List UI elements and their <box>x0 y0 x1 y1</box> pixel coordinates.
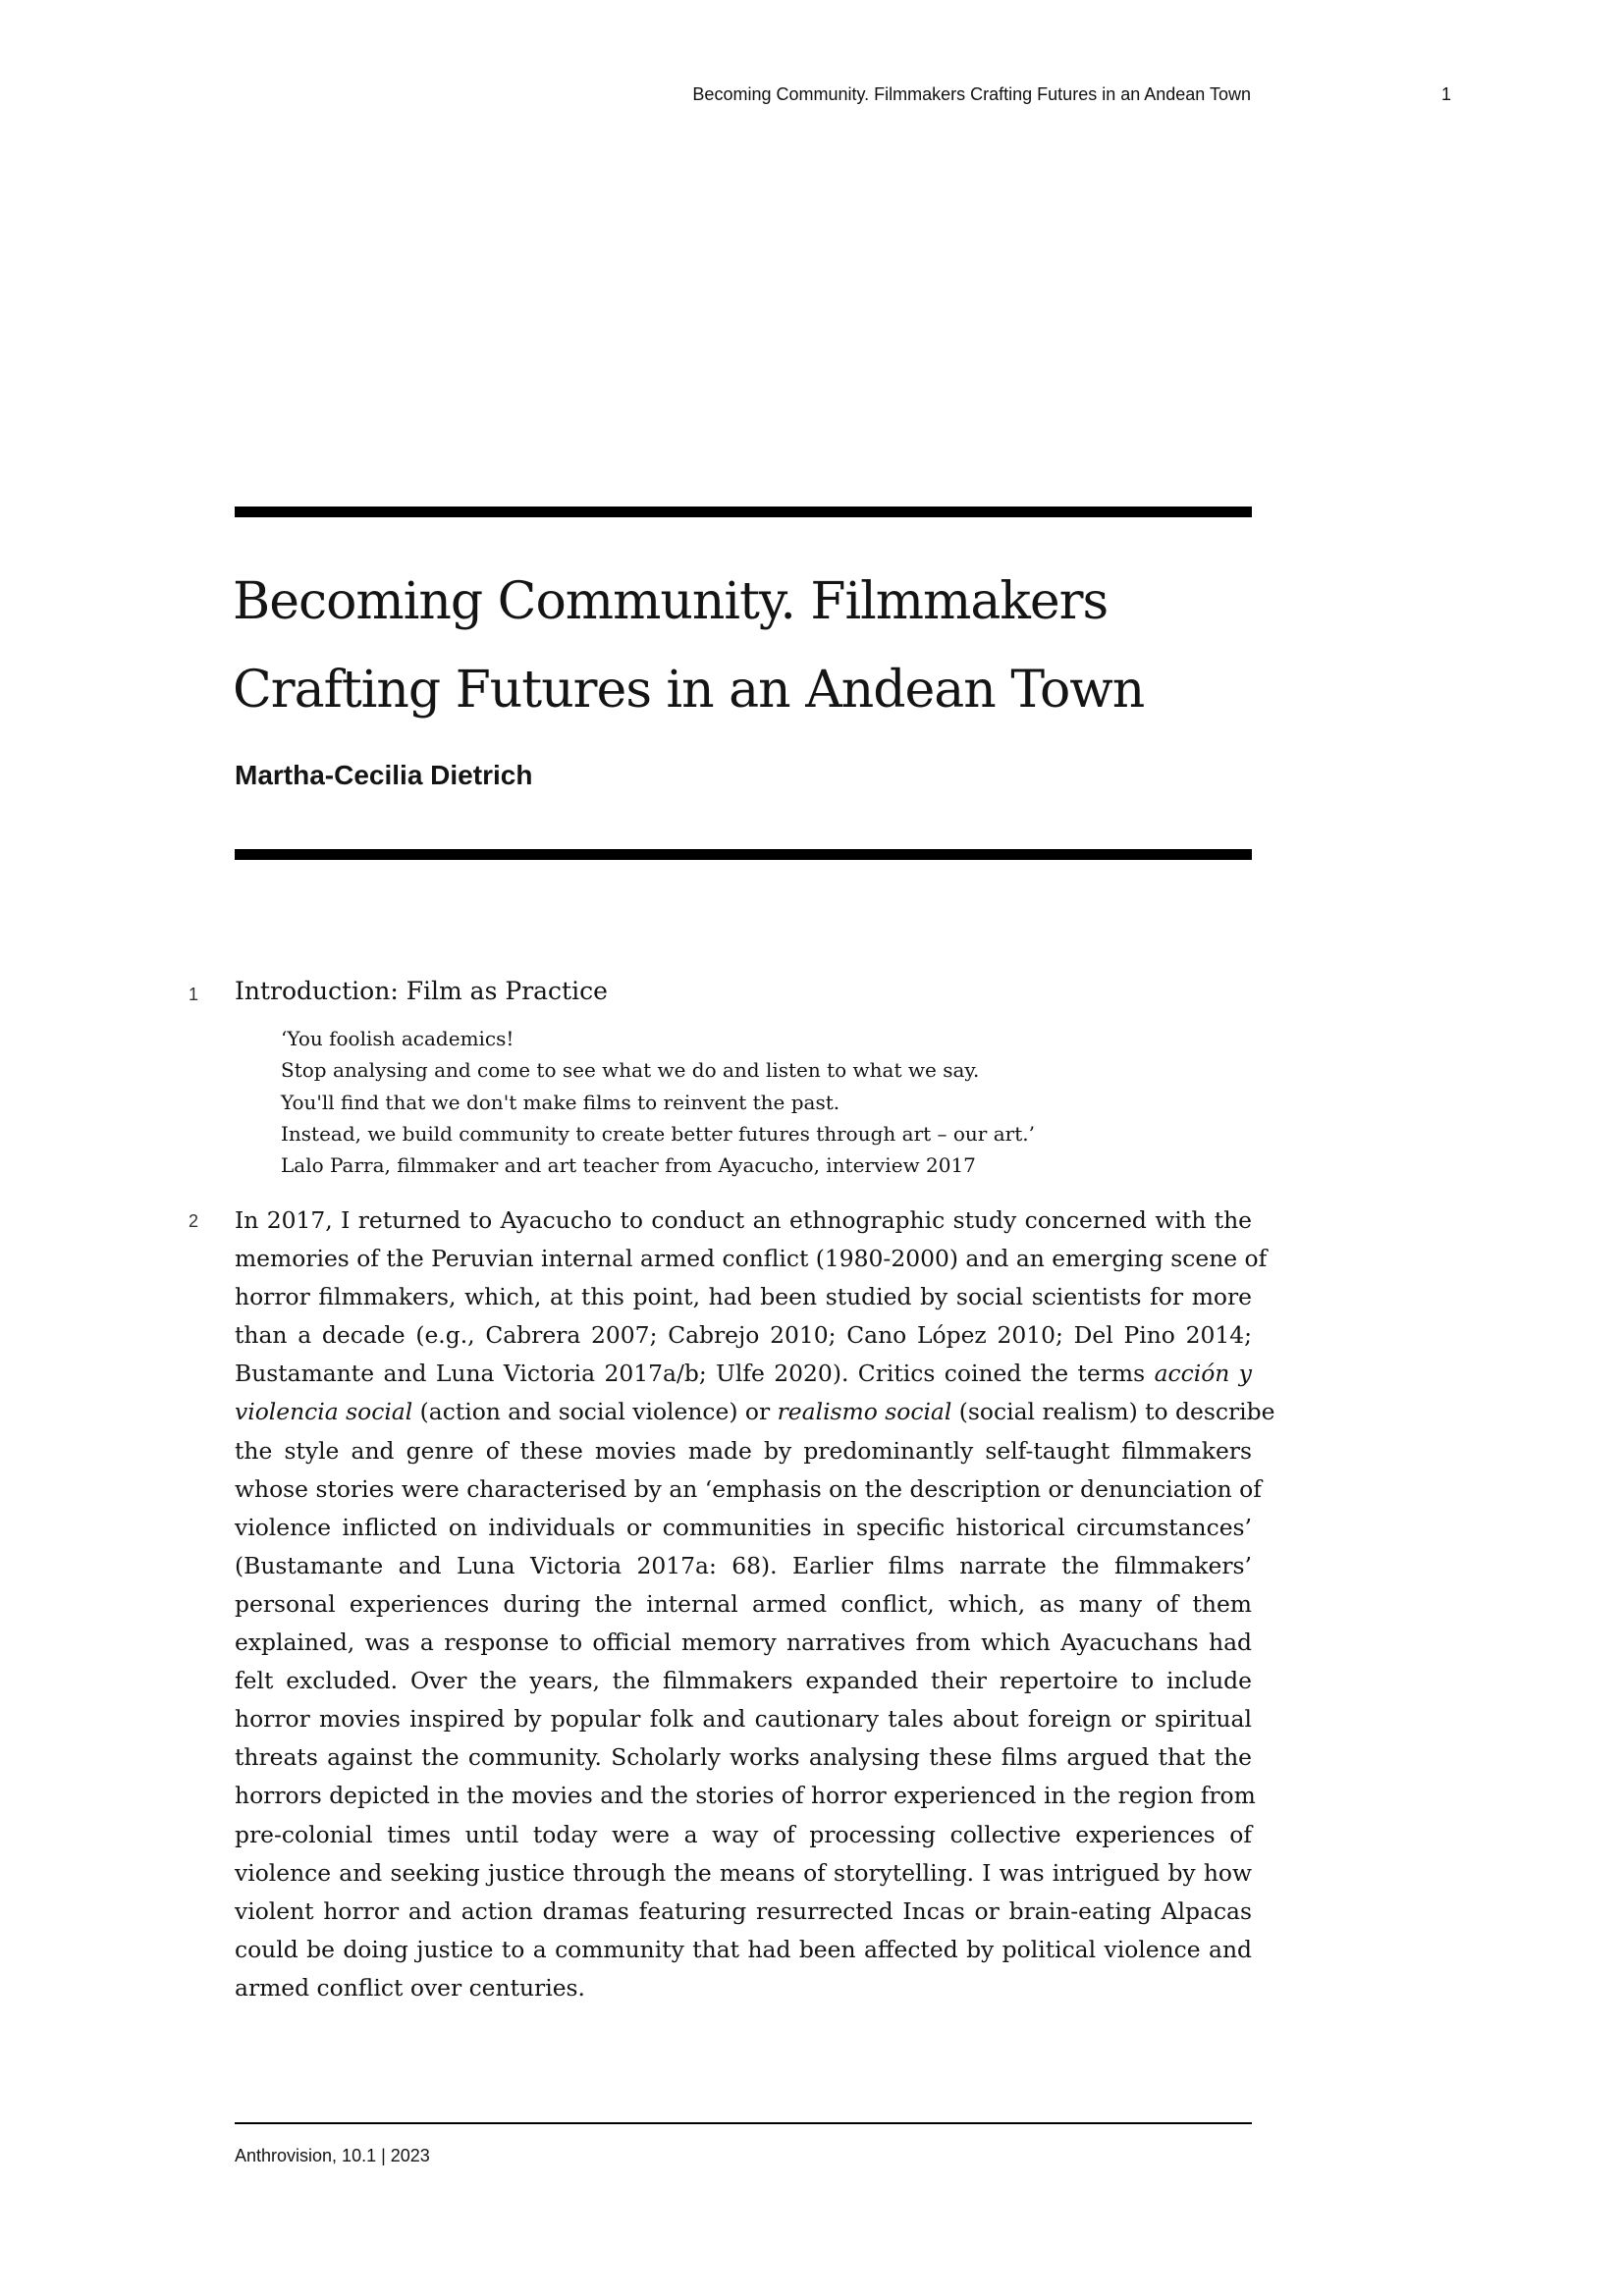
epigraph-line: Stop analysing and come to see what we do and listen to what we say. <box>281 1058 980 1083</box>
section-heading: Introduction: Film as Practice <box>235 977 608 1005</box>
body-line: armed conflict over centuries. <box>235 1973 585 2002</box>
epigraph-line: ‘You foolish academics! <box>281 1027 514 1050</box>
body-line: violence inflicted on individuals or communities in specific historical circumstances’ <box>235 1513 1252 1541</box>
epigraph <box>281 1023 1035 1181</box>
body-line: violence and seeking justice through the means of storytelling. I was intrigued by how <box>235 1858 1252 1887</box>
italic-term-realismo: realismo social <box>777 1398 952 1426</box>
page-number: 1 <box>1441 84 1452 104</box>
body-line: memories of the Peruvian internal armed conflict (1980-2000) and an emerging scene of <box>235 1245 1268 1273</box>
author-name: Martha-Cecilia Dietrich <box>235 760 533 790</box>
body-line: than a decade (e.g., Cabrera 2007; Cabrejo 2010; Cano López 2010; Del Pino 2014; <box>235 1321 1252 1350</box>
paragraph-number-2: 2 <box>189 1211 199 1231</box>
article-title <box>233 558 1254 734</box>
title-rule-top <box>235 507 1252 517</box>
body-text-run: Bustamante and Luna Victoria 2017a/b; Ulfe 2020). Critics coined the terms <box>235 1360 1155 1388</box>
footer-rule <box>235 2122 1252 2124</box>
epigraph-line: You'll find that we don't make films to reinvent the past. <box>281 1090 840 1114</box>
body-line: horrors depicted in the movies and the stories of horror experienced in the region from <box>235 1782 1256 1810</box>
body-line: In 2017, I returned to Ayacucho to conduct an ethnographic study concerned with the <box>235 1206 1252 1234</box>
body-line: horror filmmakers, which, at this point, had been studied by social scientists for more <box>235 1283 1252 1311</box>
body-text-run: (action and social violence) or <box>412 1398 778 1426</box>
epigraph-line: Instead, we build community to create better futures through art – our art.’ <box>281 1121 1035 1146</box>
body-line: violent horror and action dramas featuring resurrected Incas or brain-eating Alpacas <box>235 1896 1252 1925</box>
body-line: personal experiences during the internal armed conflict, which, as many of them <box>235 1589 1252 1618</box>
article-title-line-2: Crafting Futures in an Andean Town <box>233 661 1145 720</box>
italic-term-violencia: violencia social <box>235 1398 413 1426</box>
body-line: the style and genre of these movies made by predominantly self-taught filmmakers <box>235 1436 1252 1465</box>
body-line: explained, was a response to official memory narratives from which Ayacuchans had <box>235 1629 1252 1657</box>
title-rule-bottom <box>235 849 1252 860</box>
body-line: whose stories were characterised by an ‘emphasis on the description or denunciation of <box>235 1474 1262 1503</box>
running-header <box>0 84 1624 114</box>
paragraph-number-1: 1 <box>189 985 199 1004</box>
body-line: threats against the community. Scholarly works analysing these films argued that the <box>235 1743 1252 1772</box>
running-title: Becoming Community. Filmmakers Crafting Futures in an Andean Town <box>692 84 1251 104</box>
body-text-run: (social realism) to describe <box>951 1398 1275 1426</box>
italic-term-accion: acción y <box>1154 1360 1252 1388</box>
epigraph-attribution: Lalo Parra, filmmaker and art teacher from Ayacucho, interview 2017 <box>281 1153 976 1178</box>
article-title-line-1: Becoming Community. Filmmakers <box>233 572 1109 631</box>
body-line: horror movies inspired by popular folk and cautionary tales about foreign or spiritual <box>235 1705 1252 1734</box>
body-line: could be doing justice to a community that had been affected by political violence and <box>235 1935 1252 1963</box>
body-line: (Bustamante and Luna Victoria 2017a: 68). Earlier films narrate the filmmakers’ <box>235 1551 1252 1579</box>
paragraph-2 <box>235 1201 1275 2007</box>
body-line: pre-colonial times until today were a way of processing collective experiences of <box>235 1820 1252 1848</box>
body-line <box>235 1393 1275 1431</box>
body-line: felt excluded. Over the years, the filmmakers expanded their repertoire to include <box>235 1667 1252 1695</box>
body-line <box>235 1355 1252 1393</box>
journal-citation: Anthrovision, 10.1 | 2023 <box>235 2146 430 2165</box>
